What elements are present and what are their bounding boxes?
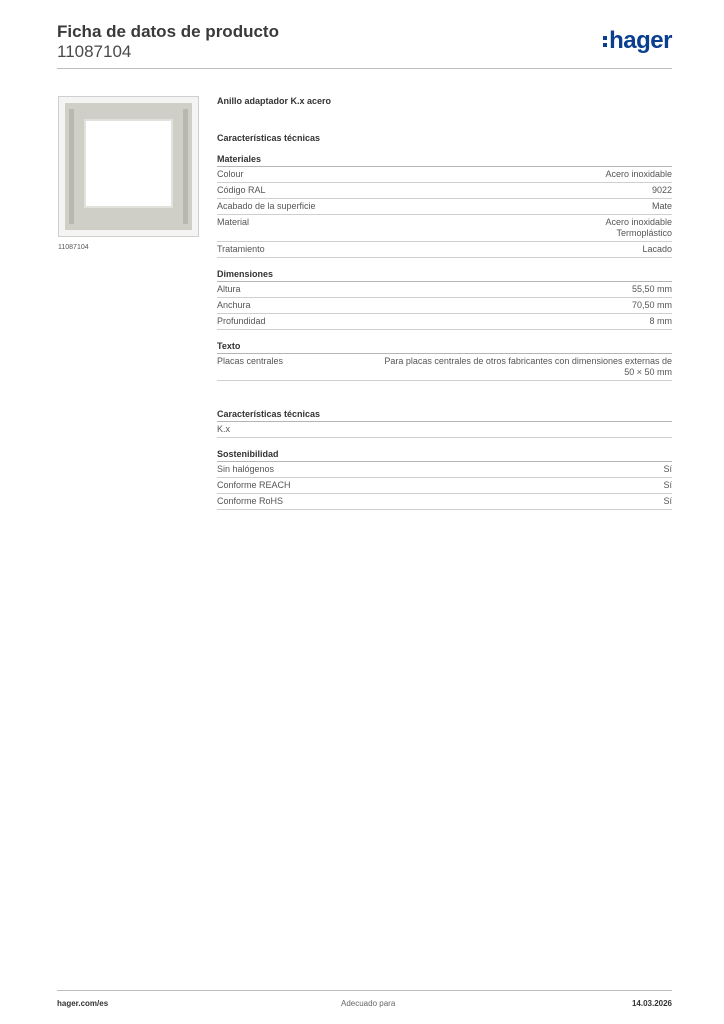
spec-label: Código RAL [217,185,266,195]
spec-label: Profundidad [217,316,266,326]
spec-label: Conforme REACH [217,480,291,490]
section-title: Dimensiones [217,269,672,282]
spec-label: Colour [217,169,244,179]
spec-label: Altura [217,284,241,294]
spec-value: 70,50 mm [631,300,672,310]
spec-row [217,462,672,478]
product-number: 11087104 [57,42,132,61]
section-materiales [217,154,672,258]
image-caption: 11087104 [58,244,89,251]
spec-label: Tratamiento [217,244,265,254]
page-header [57,20,672,70]
spec-value: Lacado [642,244,672,254]
spec-value: Para placas centrales de otros fabricantes con dimensiones externas de 50 × 50 mm [384,356,672,377]
product-image [58,96,199,237]
spec-label: Anchura [217,300,251,310]
section-dimensiones [217,269,672,330]
spec-row [217,215,672,242]
spec-row [217,422,672,438]
spec-row [217,183,672,199]
spec-value: Sí [663,496,672,506]
footer-website: hager.com/es [57,999,109,1008]
spec-row [217,478,672,494]
section-sostenibilidad [217,449,672,510]
product-name: Anillo adaptador K.x acero [217,96,332,106]
spec-row [217,282,672,298]
spec-label: Material [217,217,250,227]
spec-value: Sí [663,464,672,474]
footer-date: 14.03.2026 [631,999,672,1008]
logo-mark-icon [603,36,607,47]
spec-row [217,199,672,215]
spec-row [217,298,672,314]
section-title: Características técnicas [217,409,672,422]
spec-value: Acero inoxidable [605,169,672,179]
product-details [217,96,672,521]
spec-label: Acabado de la superficie [217,201,316,211]
logo-text: hager [609,27,672,54]
section-title: Materiales [217,154,672,167]
technical-characteristics-title: Características técnicas [217,133,321,143]
spec-value: Sí [663,480,672,490]
header-divider [57,68,672,69]
section-kx [217,409,672,438]
adapter-ring-picture [65,103,192,230]
spec-row [217,242,672,258]
section-title: Sostenibilidad [217,449,672,462]
spec-label: Conforme RoHS [217,496,284,506]
spec-label: Sin halógenos [217,464,275,474]
spec-value: 9022 [651,185,672,195]
footer-divider [57,990,672,991]
spec-value: Acero inoxidable Termoplástico [605,217,672,238]
spec-value: 55,50 mm [631,284,672,294]
spec-value: 8 mm [649,316,672,326]
spec-row [217,167,672,183]
spec-label: K.x [217,424,231,434]
spec-row [217,354,672,381]
spec-label: Placas centrales [217,356,284,366]
spec-row [217,494,672,510]
section-texto [217,341,672,381]
spec-row [217,314,672,330]
hager-logo [603,26,672,56]
document-title: Ficha de datos de producto [57,22,279,41]
footer-suitable-for: Adecuado para [341,999,396,1008]
section-title: Texto [217,341,672,354]
spec-value: Mate [651,201,672,211]
